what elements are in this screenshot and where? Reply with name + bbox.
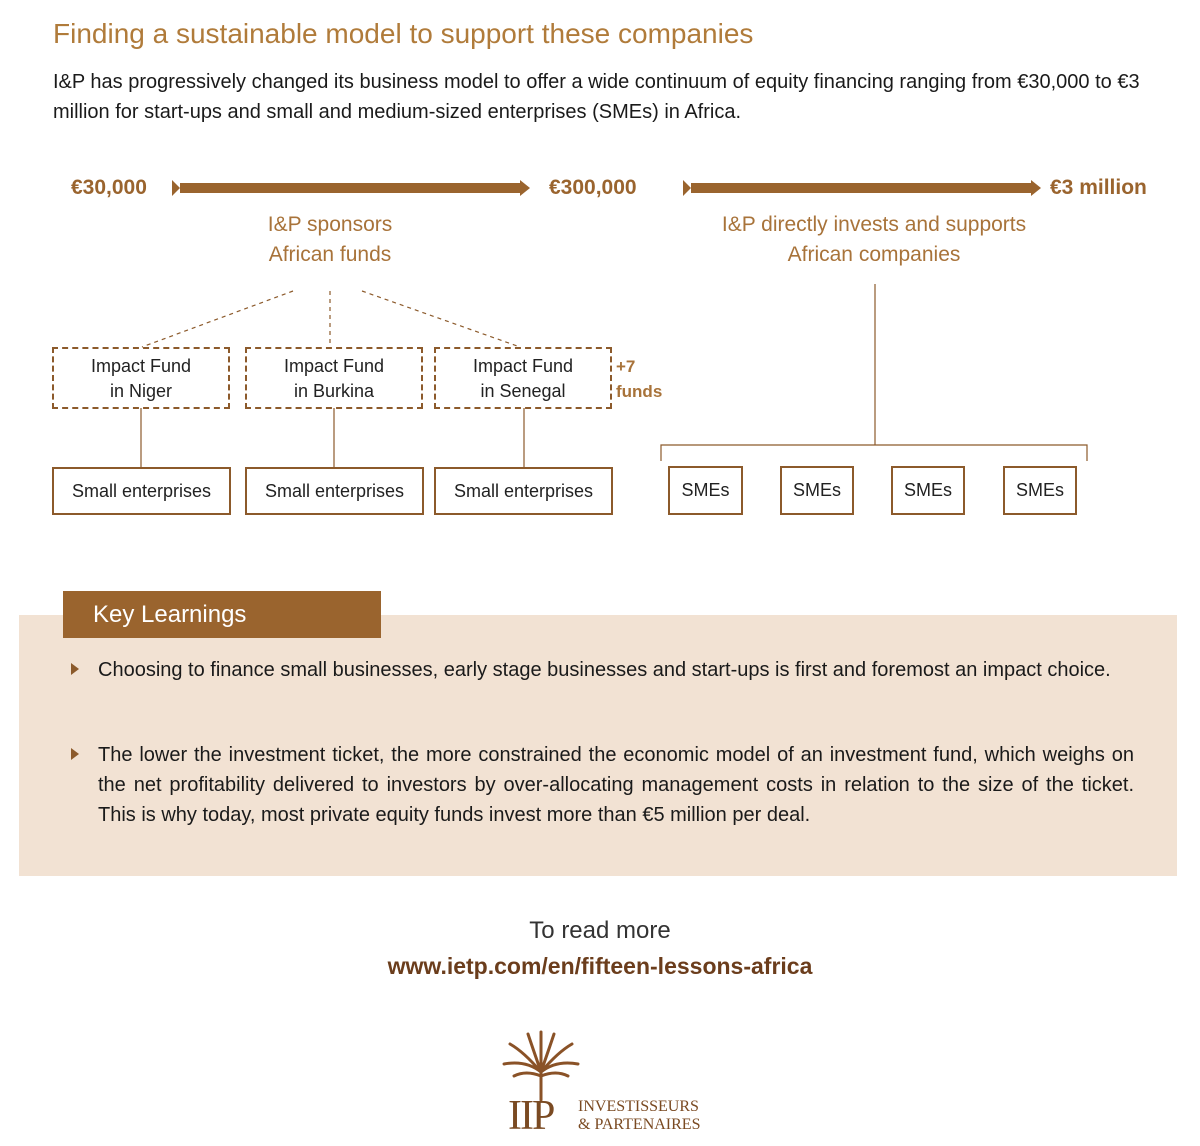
more-funds-label [616, 354, 662, 404]
small-enterprises-box: Small enterprises [52, 467, 231, 515]
bullet-arrow-icon [71, 663, 79, 675]
fund-box-senegal [434, 347, 612, 409]
logo-line1: INVESTISSEURS [578, 1098, 699, 1115]
fund-name-line1: Impact Fund [283, 356, 385, 376]
sme-box: SMEs [1003, 466, 1077, 515]
fund-box-burkina [245, 347, 423, 409]
key-learning-item: The lower the investment ticket, the more constrained the economic model of an investment fund, which weighs on the net profitability delivered to investors by over-allocating management costs in relation to the size of the ticket. This is why today, most private equity funds invest more than €5 million per deal. [98, 744, 1134, 826]
key-learning-item: Choosing to finance small businesses, early stage businesses and start-ups is first and foremost an impact choice. [98, 659, 1111, 681]
intro-paragraph: I&P has progressively changed its business model to offer a wide continuum of equity financing ranging from €30,000 to €3 million for start-ups and small and medium-sized enterprises (SMEs) in Africa. [53, 71, 1140, 123]
fund-name-line2: in Senegal [480, 381, 566, 401]
ip-logo [494, 1030, 734, 1140]
key-learnings-heading: Key Learnings [63, 591, 381, 638]
left-category-line1: I&P sponsors [267, 213, 393, 236]
page-title: Finding a sustainable model to support these companies [53, 18, 754, 49]
small-enterprises-box: Small enterprises [245, 467, 424, 515]
logo-line2: & PARTENAIRES [578, 1116, 701, 1133]
left-category-line2: African funds [268, 243, 392, 266]
fund-name-line1: Impact Fund [90, 356, 192, 376]
read-more-label: To read more [529, 917, 671, 944]
bullet-arrow-icon [71, 748, 79, 760]
sme-box: SMEs [668, 466, 743, 515]
small-enterprises-box: Small enterprises [434, 467, 613, 515]
logo-mark: IIP [508, 1093, 554, 1139]
sme-box: SMEs [780, 466, 854, 515]
right-category-line1: I&P directly invests and supports [721, 213, 1027, 236]
dashed-connector-niger [142, 291, 293, 347]
more-funds-word: funds [616, 382, 663, 401]
fund-name-line2: in Burkina [293, 381, 375, 401]
amount-high: €3 million [1050, 176, 1147, 199]
more-funds-count: +7 [616, 357, 636, 376]
read-more-link[interactable]: www.ietp.com/en/fifteen-lessons-africa [387, 953, 813, 979]
sme-bracket [661, 445, 1087, 461]
amount-mid: €300,000 [549, 176, 637, 199]
sme-box: SMEs [891, 466, 965, 515]
fund-name-line1: Impact Fund [472, 356, 574, 376]
fund-box-niger [52, 347, 230, 409]
fund-name-line2: in Niger [109, 381, 173, 401]
amount-low: €30,000 [71, 176, 147, 199]
right-category-line2: African companies [787, 243, 961, 266]
dashed-connector-senegal [362, 291, 520, 347]
